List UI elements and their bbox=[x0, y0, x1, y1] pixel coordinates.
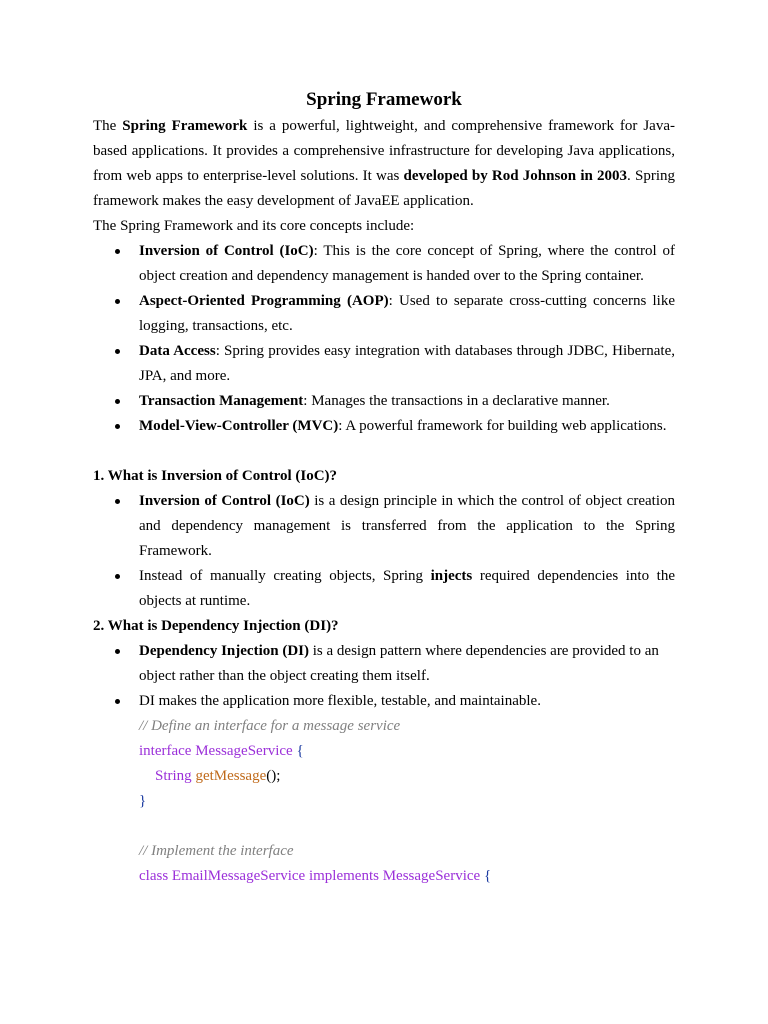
intro-strong-author: developed by Rod Johnson in 2003 bbox=[403, 168, 628, 184]
list-item: Inversion of Control (IoC) is a design principle in which the control of object creation and dependency management is transferred from the application to the Spring Framework. bbox=[139, 493, 675, 559]
code-line: class EmailMessageService implements MessageService { bbox=[139, 868, 492, 884]
list-item: Model-View-Controller (MVC): A powerful framework for building web applications. bbox=[139, 418, 667, 434]
code-line-empty bbox=[93, 814, 675, 839]
list-item: DI makes the application more flexible, testable, and maintainable. bbox=[139, 693, 541, 709]
intro-strong-spring: Spring Framework bbox=[122, 118, 248, 134]
spacer bbox=[93, 439, 675, 464]
list-item: Data Access: Spring provides easy integration with databases through JDBC, Hibernate, JPA, and more. bbox=[139, 343, 675, 384]
code-line: // Implement the interface bbox=[139, 843, 294, 859]
page-title: Spring Framework bbox=[306, 89, 462, 110]
section-heading-ioc: 1. What is Inversion of Control (IoC)? bbox=[93, 468, 338, 484]
code-line: interface MessageService { bbox=[139, 743, 304, 759]
list-item: Dependency Injection (DI) is a design pattern where dependencies are provided to an object rather than the object creating them itself. bbox=[139, 643, 659, 684]
intro-paragraph: The Spring Framework is a powerful, lightweight, and comprehensive framework for Java-based applications. It provides a comprehensive infrastructure for developing Java applications, from web apps to enterprise-level solutions. It was developed by Rod Johnson in 2003. Spring framework makes the easy development of JavaEE application. bbox=[93, 118, 675, 209]
code-line: // Define an interface for a message service bbox=[139, 718, 401, 734]
list-item: Aspect-Oriented Programming (AOP): Used to separate cross-cutting concerns like logging, transactions, etc. bbox=[139, 293, 675, 334]
code-line: } bbox=[139, 793, 147, 809]
code-block bbox=[93, 714, 675, 889]
concepts-lead: The Spring Framework and its core concepts include: bbox=[93, 218, 415, 234]
list-item: Inversion of Control (IoC): This is the core concept of Spring, where the control of object creation and dependency management is handed over to the Spring container. bbox=[139, 243, 676, 284]
list-item: Instead of manually creating objects, Spring injects required dependencies into the objects at runtime. bbox=[139, 568, 675, 609]
document-content bbox=[93, 86, 675, 889]
code-line: String getMessage(); bbox=[155, 768, 281, 784]
list-item: Transaction Management: Manages the transactions in a declarative manner. bbox=[139, 393, 610, 409]
ioc-list bbox=[93, 489, 675, 614]
section-heading-di: 2. What is Dependency Injection (DI)? bbox=[93, 618, 339, 634]
di-list bbox=[93, 639, 675, 714]
concepts-list bbox=[93, 239, 675, 439]
